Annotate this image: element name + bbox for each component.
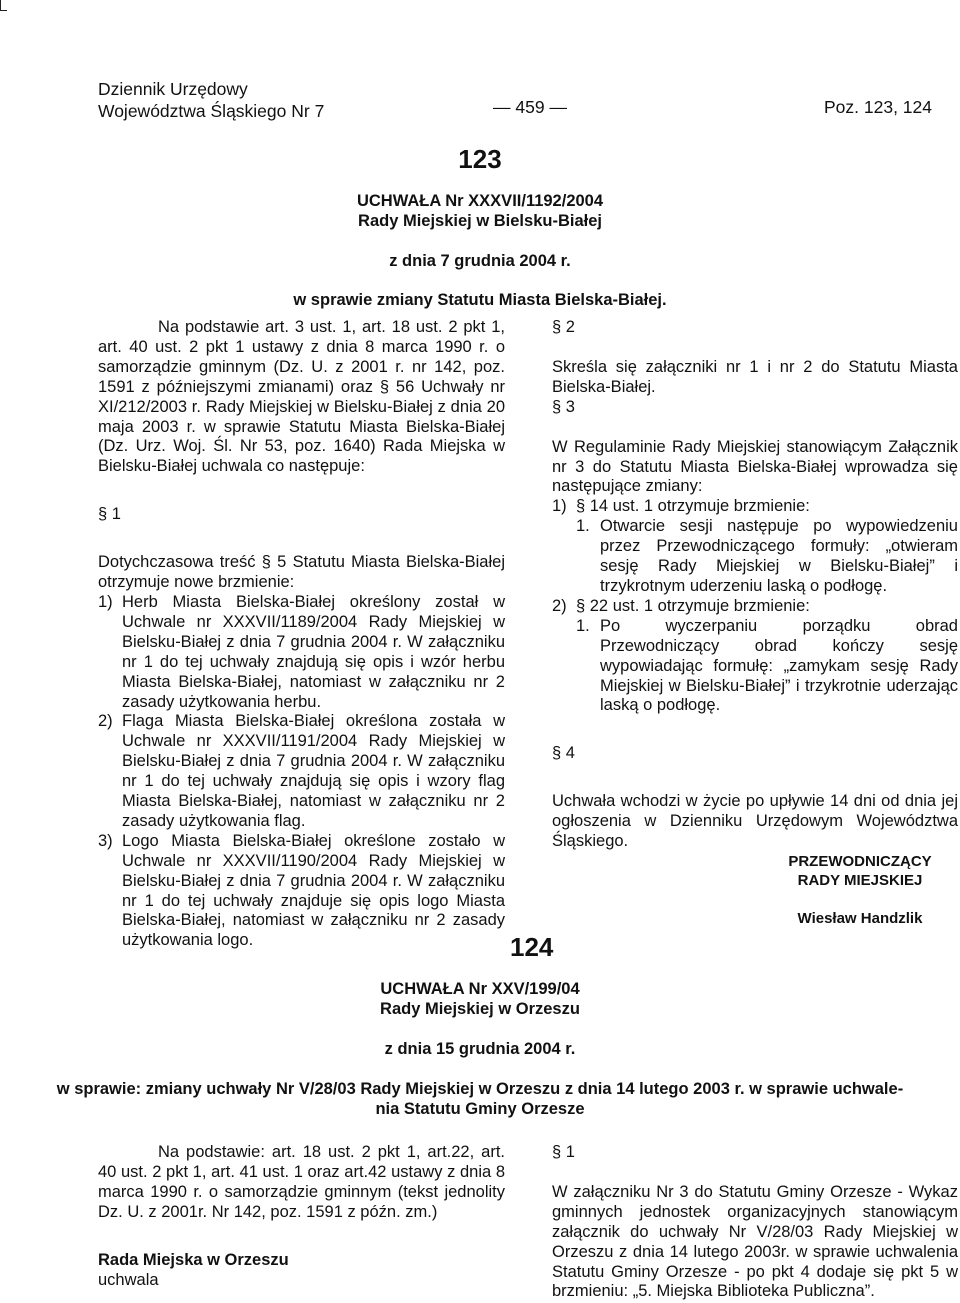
doc123-par1-intro: Dotychczasowa treść § 5 Statutu Miasta Bielska-Białej otrzymuje nowe brzmienie: (98, 553, 505, 592)
item-number: 2) (552, 596, 567, 615)
doc123-title-line1: UCHWAŁA Nr XXXVII/1192/2004 (356, 192, 604, 210)
item-text: Flaga Miasta Bielska-Białej określona została w Uchwale nr XXXVII/1191/2004 Rady Miejskiej w Bielsku-Białej z dnia 7 grudnia 2004 r. W załączniku nr 1 do tej uchwały znajdują się opis i wzory flag Miasta Bielska-Białej, natomiast w załączniku nr 2 zasady użytkowania flag. (122, 712, 505, 830)
doc123-par4-sign: § 4 (552, 744, 575, 763)
page-number: — 459 — (493, 97, 567, 117)
doc124-left-column (98, 1143, 505, 1290)
doc123-par4-text: Uchwała wchodzi w życie po upływie 14 dni od dnia jej ogłoszenia w Dzienniku Urzędowym Województwa Śląskiego. (552, 792, 958, 851)
journal-title-line1: Dziennik Urzędowy (98, 79, 248, 99)
doc124-preamble: Na podstawie: art. 18 ust. 2 pkt 1, art.22, art. 40 ust. 2 pkt 1, art. 41 ust. 1 oraz art.42 ustawy z dnia 8 marca 1990 r. o samorządzie gminnym (tekst jednolity Dz. U. z 2001r. Nr 142, poz. 1591 z późn. zm.) (98, 1143, 505, 1221)
list-item (98, 593, 505, 712)
sub-item-number: 1. (576, 517, 590, 536)
doc124-date: z dnia 15 grudnia 2004 r. (384, 1040, 576, 1058)
doc123-preamble: Na podstawie art. 3 ust. 1, art. 18 ust. 2 pkt 1, art. 40 ust. 2 pkt 1 ustawy z dnia 8 marca 1990 r. o samorządzie gminnym (Dz. U. z 2001 r. nr 142, poz. 1591 z późniejszymi zmianami) oraz § 56 Uchwały nr XI/212/2003 r. Rady Miejskiej w Bielsku-Białej z dnia 20 maja 2003 r. w sprawie Statutu Miasta Bielska-Białej (Dz. Urz. Woj. Śl. Nr 53, poz. 1640) Rada Miejska w Bielsku-Białej uchwala co następuje: (98, 318, 505, 476)
crop-mark (0, 0, 7, 11)
doc123-number: 123 (458, 144, 502, 174)
position-number: Poz. 123, 124 (824, 97, 932, 117)
sub-item (552, 617, 958, 717)
signature-block (760, 852, 960, 928)
doc123-title-line2: Rady Miejskiej w Bielsku-Białej (358, 212, 602, 230)
signature-title: PRZEWODNICZĄCY (788, 853, 932, 870)
doc123-par2-sign: § 2 (552, 318, 575, 336)
doc123-par2-text: Skreśla się załączniki nr 1 i nr 2 do Statutu Miasta Bielska-Białej. (552, 357, 958, 396)
doc123-par3-intro: W Regulaminie Rady Miejskiej stanowiącym Załącznik nr 3 do Statutu Miasta Bielska-Białej wprowadza się następujące zmiany: (552, 437, 958, 496)
doc124-subject-line1: w sprawie: zmiany uchwały Nr V/28/03 Rady Miejskiej w Orzeszu z dnia 14 lutego 2003 r. w sprawie uchwale- (56, 1080, 904, 1098)
list-item (552, 497, 958, 517)
item-number: 1) (552, 497, 567, 516)
doc124-council: Rada Miejska w Orzeszu (98, 1250, 289, 1269)
doc124-right-column (552, 1143, 958, 1302)
journal-title-line2: Województwa Śląskiego Nr 7 (98, 101, 325, 121)
item-number: 2) (98, 712, 113, 731)
doc123-date: z dnia 7 grudnia 2004 r. (389, 252, 571, 270)
doc124-par1-text: W załączniku Nr 3 do Statutu Gminy Orzesze - Wykaz gminnych jednostek organizacyjnych stanowiącym załącznik do uchwały Nr V/28/03 Rady Miejskiej w Orzeszu z dnia 14 lutego 2003r. w sprawie uchwalenia Statutu Gminy Orzesze - po pkt 4 dodaje się pkt 5 w brzmieniu: „5. Miejska Biblioteka Publiczna”. (552, 1182, 958, 1301)
list-item (552, 597, 958, 617)
sub-item-text: Po wyczerpaniu porządku obrad Przewodniczący obrad kończy sesję wypowiadając formułę: „zamykam sesję Rady Miejskiej w Bielsku-Białej” i trzykrotnie uderzając laską o podłogę. (600, 616, 958, 715)
list-item (98, 832, 505, 951)
doc123-par3-sign: § 3 (552, 397, 575, 416)
signature-name: Wiesław Handzlik (797, 910, 923, 927)
doc123-subject: w sprawie zmiany Statutu Miasta Bielska-Białej. (293, 291, 667, 309)
doc124-title-line1: UCHWAŁA Nr XXV/199/04 (380, 980, 580, 998)
doc124-par1-sign: § 1 (552, 1143, 575, 1161)
doc124-resolves: uchwala (98, 1270, 159, 1289)
doc123-right-column (552, 318, 958, 852)
item-text: § 22 ust. 1 otrzymuje brzmienie: (576, 596, 810, 615)
sub-item (552, 517, 958, 597)
doc123-par1-sign: § 1 (98, 505, 121, 524)
doc124-subject-line2: nia Statutu Gminy Orzesze (375, 1100, 585, 1118)
item-number: 3) (98, 831, 113, 850)
sub-item-text: Otwarcie sesji następuje po wypowiedzeniu przez Przewodniczącego formuły: „otwieram sesję Rady Miejskiej w Bielsku-Białej” i trzykrotnym uderzeniu laską o podłogę. (600, 517, 958, 595)
item-number: 1) (98, 592, 113, 611)
sub-item-number: 1. (576, 616, 590, 635)
doc123-left-column (98, 318, 505, 951)
journal-title (98, 78, 324, 122)
item-text: Herb Miasta Bielska-Białej określony został w Uchwale nr XXXVII/1189/2004 Rady Miejskiej w Bielsku-Białej z dnia 7 grudnia 2004 r. W załączniku nr 1 do tej uchwały znajdują się opis i wzór herbu Miasta Bielska-Białej, natomiast w załączniku nr 2 zasady użytkowania herbu. (122, 592, 505, 711)
signature-title: RADY MIEJSKIEJ (797, 872, 923, 889)
list-item (98, 712, 505, 831)
doc124-number: 124 (510, 932, 554, 962)
item-text: Logo Miasta Bielska-Białej określone zostało w Uchwale nr XXXVII/1190/2004 Rady Miejskiej w Bielsku-Białej z dnia 7 grudnia 2004 r. W załączniku nr 1 do tej uchwały znajduje się opis logo Miasta Bielska-Białej, natomiast w załączniku nr 2 zasady użytkowania logo. (122, 831, 505, 950)
item-text: § 14 ust. 1 otrzymuje brzmienie: (576, 497, 810, 516)
doc124-title-line2: Rady Miejskiej w Orzeszu (380, 1000, 580, 1018)
